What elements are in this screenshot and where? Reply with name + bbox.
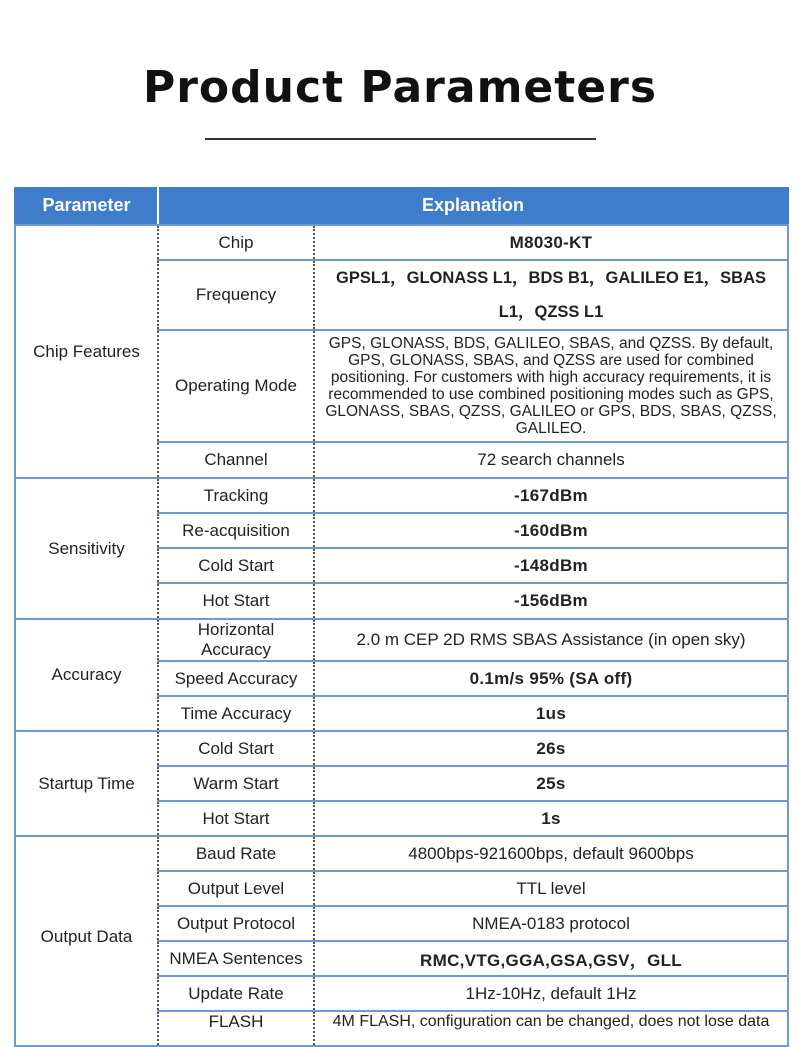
- group-output-data: Output Data: [15, 836, 158, 1046]
- param-value: 4M FLASH, configuration can be changed, does not lose data: [314, 1011, 788, 1046]
- param-label: Speed Accuracy: [158, 661, 314, 696]
- title-divider: [205, 138, 596, 140]
- param-label: Hot Start: [158, 801, 314, 836]
- group-chip-features: Chip Features: [15, 225, 158, 478]
- param-label: NMEA Sentences: [158, 941, 314, 976]
- header-explanation: Explanation: [158, 187, 788, 225]
- param-value: RMC,VTG,GGA,GSA,GSV，GLL: [314, 941, 788, 976]
- param-value: GPS, GLONASS, BDS, GALILEO, SBAS, and QZSS. By default, GPS, GLONASS, SBAS, and QZSS are used for combined positioning. For customers with high accuracy requirements, it is recommended to use combined positioning modes such as GPS, GLONASS, SBAS, QZSS, GALILEO or GPS, BDS, SBAS, QZSS, GALILEO.: [314, 330, 788, 442]
- table-row: [15, 478, 788, 513]
- param-value: GPSL1，GLONASS L1，BDS B1，GALILEO E1，SBAS L1，QZSS L1: [314, 260, 788, 330]
- param-value: 4800bps-921600bps, default 9600bps: [314, 836, 788, 871]
- param-label: Baud Rate: [158, 836, 314, 871]
- param-label: Hot Start: [158, 583, 314, 619]
- param-value: -160dBm: [314, 513, 788, 548]
- param-label: Cold Start: [158, 548, 314, 583]
- param-label: Operating Mode: [158, 330, 314, 442]
- param-label: Tracking: [158, 478, 314, 513]
- table-header-row: [15, 187, 788, 225]
- param-value: -148dBm: [314, 548, 788, 583]
- table-row: [15, 731, 788, 766]
- table-row: [15, 225, 788, 260]
- param-value: 2.0 m CEP 2D RMS SBAS Assistance (in open sky): [314, 619, 788, 661]
- param-value: -167dBm: [314, 478, 788, 513]
- header-parameter: Parameter: [15, 187, 158, 225]
- param-label: Channel: [158, 442, 314, 478]
- group-sensitivity: Sensitivity: [15, 478, 158, 619]
- param-value: 26s: [314, 731, 788, 766]
- table-row: [15, 619, 788, 661]
- param-value: 1us: [314, 696, 788, 731]
- page-title: Product Parameters: [142, 62, 658, 113]
- param-label: Chip: [158, 225, 314, 260]
- param-label: Re-acquisition: [158, 513, 314, 548]
- param-label: Update Rate: [158, 976, 314, 1011]
- param-label: Frequency: [158, 260, 314, 330]
- param-label: Output Protocol: [158, 906, 314, 941]
- param-label: Horizontal Accuracy: [158, 619, 314, 661]
- param-value: NMEA-0183 protocol: [314, 906, 788, 941]
- param-label: Output Level: [158, 871, 314, 906]
- param-value: 25s: [314, 766, 788, 801]
- group-accuracy: Accuracy: [15, 619, 158, 731]
- param-label: Time Accuracy: [158, 696, 314, 731]
- param-value: TTL level: [314, 871, 788, 906]
- param-value: 0.1m/s 95% (SA off): [314, 661, 788, 696]
- parameters-table: [14, 187, 789, 1047]
- param-label: FLASH: [158, 1011, 314, 1046]
- param-value: 72 search channels: [314, 442, 788, 478]
- table-row: [15, 836, 788, 871]
- param-label: Cold Start: [158, 731, 314, 766]
- param-label: Warm Start: [158, 766, 314, 801]
- param-value: M8030-KT: [314, 225, 788, 260]
- group-startup-time: Startup Time: [15, 731, 158, 836]
- param-value: -156dBm: [314, 583, 788, 619]
- param-value: 1s: [314, 801, 788, 836]
- param-value: 1Hz-10Hz, default 1Hz: [314, 976, 788, 1011]
